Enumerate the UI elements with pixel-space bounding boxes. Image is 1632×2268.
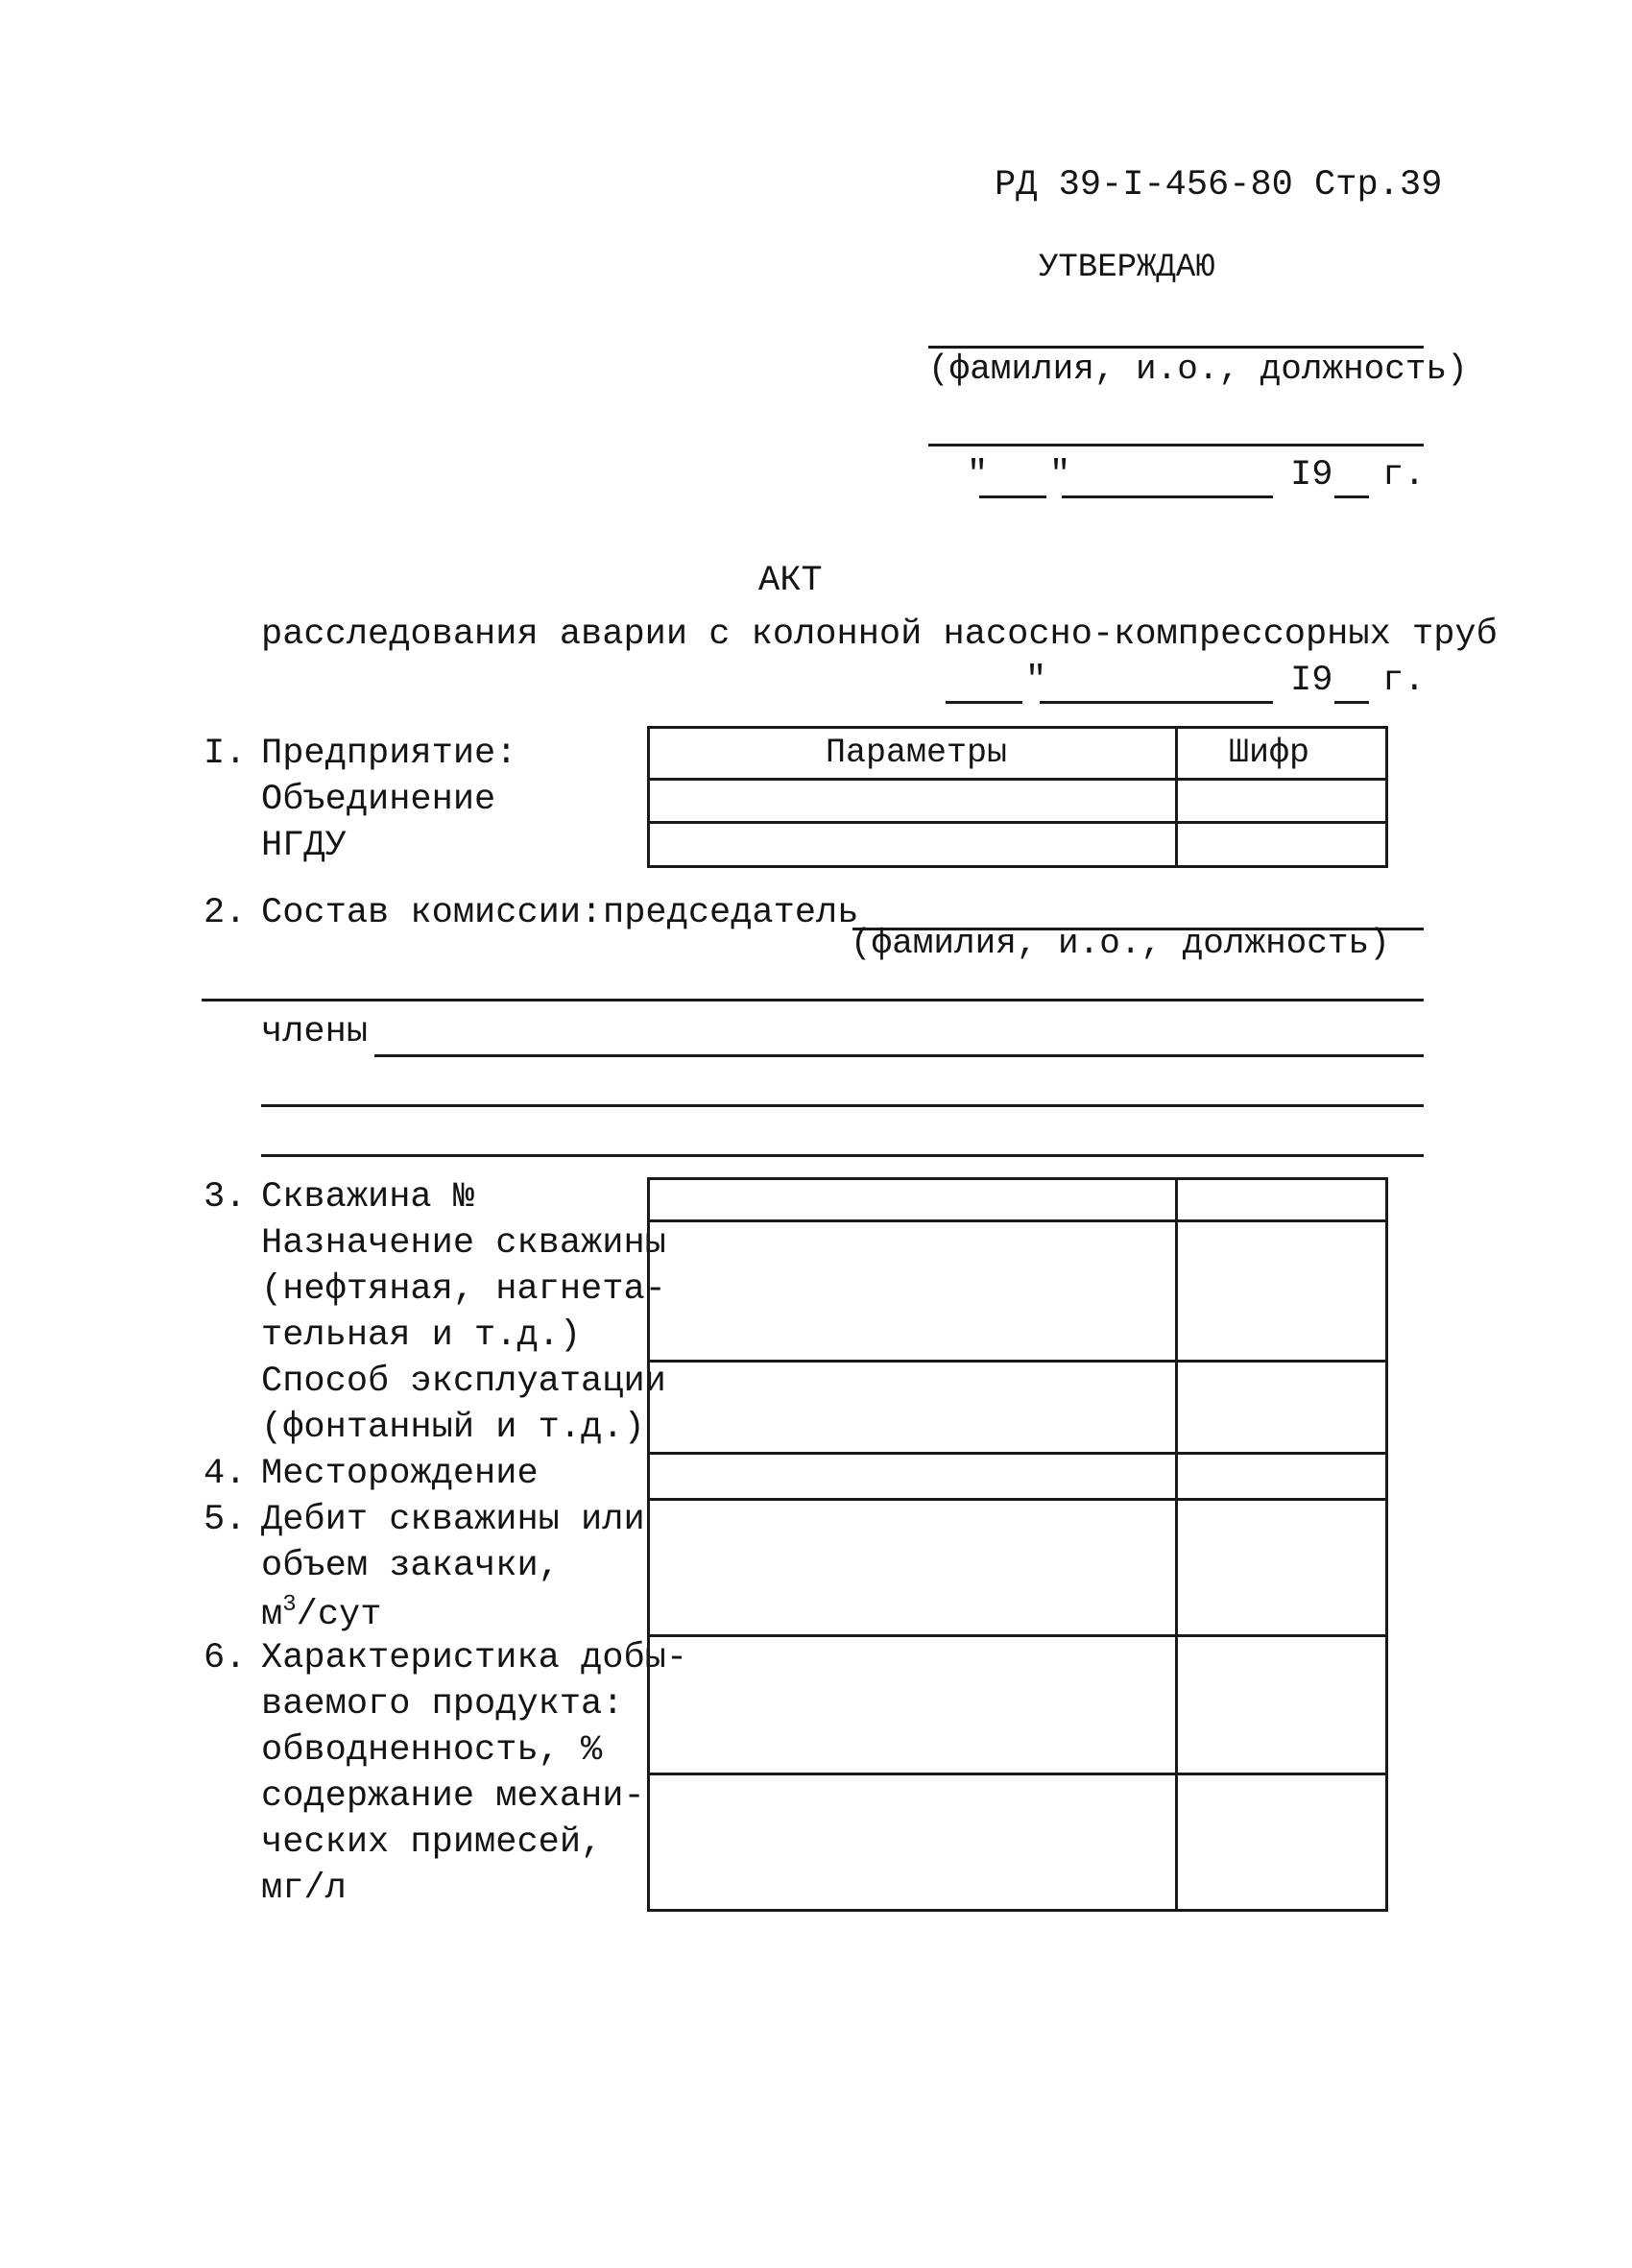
- field-label: Месторождение: [261, 1454, 539, 1494]
- water-cut: обводненность, %: [261, 1730, 603, 1771]
- approver-signature-line: [928, 346, 1424, 349]
- table-cell-input[interactable]: [1179, 782, 1383, 820]
- approval-date-month-blank: [1062, 495, 1273, 498]
- approval-date-year-suffix: г.: [1382, 455, 1426, 495]
- flow-unit: $м^3$/сут: [261, 1592, 382, 1635]
- section-4-number: 4.: [204, 1454, 247, 1494]
- product-characteristics: Характеристика добы-: [261, 1638, 688, 1678]
- table-cell-input[interactable]: [651, 825, 1173, 863]
- impurities-unit: мг/л: [261, 1869, 347, 1909]
- table-cell-input[interactable]: [651, 1776, 1173, 1907]
- section-1-association: Объединение: [261, 780, 496, 820]
- operation-method-note: (фонтанный и т.д.): [261, 1408, 645, 1448]
- members-line[interactable]: [261, 1154, 1424, 1157]
- act-title: АКТ: [758, 561, 823, 601]
- well-number: Скважина №: [261, 1177, 475, 1218]
- approval-date-quote-open: ": [967, 455, 989, 495]
- table-header-parameters: Параметры: [826, 734, 1008, 772]
- section-1-number: I.: [204, 734, 247, 774]
- section-3-number: 3.: [204, 1177, 247, 1218]
- chairman-label: председатель: [603, 893, 859, 933]
- mechanical-impurities-cont: ческих примесей,: [261, 1822, 603, 1863]
- chairman-caption: (фамилия, и.о., должность): [851, 924, 1390, 963]
- operation-method: Способ эксплуатации: [261, 1362, 666, 1402]
- approval-date-year-blank: [1334, 495, 1369, 498]
- members-line[interactable]: [261, 1104, 1424, 1107]
- table-cell-input[interactable]: [651, 1363, 1173, 1450]
- table-cell-input[interactable]: [651, 1638, 1173, 1771]
- members-label: члены: [261, 1012, 369, 1052]
- approver-caption: (фамилия, и.о., должность): [928, 350, 1468, 389]
- act-date-year: I9: [1290, 661, 1333, 701]
- act-date-year-suffix: г.: [1382, 661, 1426, 701]
- act-date-quote: ": [1025, 661, 1047, 701]
- well-purpose-note-1: (нефтяная, нагнета-: [261, 1269, 666, 1310]
- product-characteristics-cont: ваемого продукта:: [261, 1684, 624, 1725]
- approval-date-day-blank: [979, 495, 1046, 498]
- approval-date-year: I9: [1290, 455, 1333, 495]
- table-cell-input[interactable]: [651, 1502, 1173, 1632]
- act-subtitle: расследования аварии с колонной насосно-компрессорных труб: [261, 615, 1498, 655]
- act-date-day-blank: [946, 701, 1022, 704]
- well-purpose: Назначение скважины: [261, 1223, 666, 1264]
- approve-heading: УТВЕРЖДАЮ: [1039, 250, 1215, 286]
- well-flow-rate: Дебит скважины или: [261, 1500, 645, 1540]
- mechanical-impurities: содержание механи-: [261, 1776, 645, 1817]
- table-cell-input[interactable]: [651, 1456, 1173, 1496]
- table-cell-input[interactable]: [651, 1181, 1173, 1218]
- table-header-code: Шифр: [1229, 734, 1310, 772]
- section-1-enterprise: Предприятие:: [261, 734, 517, 774]
- approver-extra-line: [928, 444, 1424, 446]
- table-cell-input[interactable]: [1179, 825, 1383, 863]
- section-1-ngdu: НГДУ: [261, 826, 347, 866]
- document-reference: РД 39-I-456-80 Стр.39: [995, 165, 1443, 205]
- commission-label: Состав комиссии:: [261, 893, 603, 933]
- section-6-number: 6.: [204, 1638, 247, 1678]
- act-date-year-blank: [1334, 701, 1369, 704]
- table-cell-input[interactable]: [651, 1223, 1173, 1358]
- approval-date-quote-close: ": [1049, 455, 1071, 495]
- section-2-number: 2.: [204, 893, 247, 933]
- members-line[interactable]: [374, 1054, 1424, 1057]
- injection-volume: объем закачки,: [261, 1546, 560, 1586]
- table-cell-input[interactable]: [651, 782, 1173, 820]
- act-date-month-blank: [1040, 701, 1273, 704]
- commission-line[interactable]: [202, 999, 1424, 1001]
- section-5-number: 5.: [204, 1500, 247, 1540]
- well-purpose-note-2: тельная и т.д.): [261, 1315, 582, 1356]
